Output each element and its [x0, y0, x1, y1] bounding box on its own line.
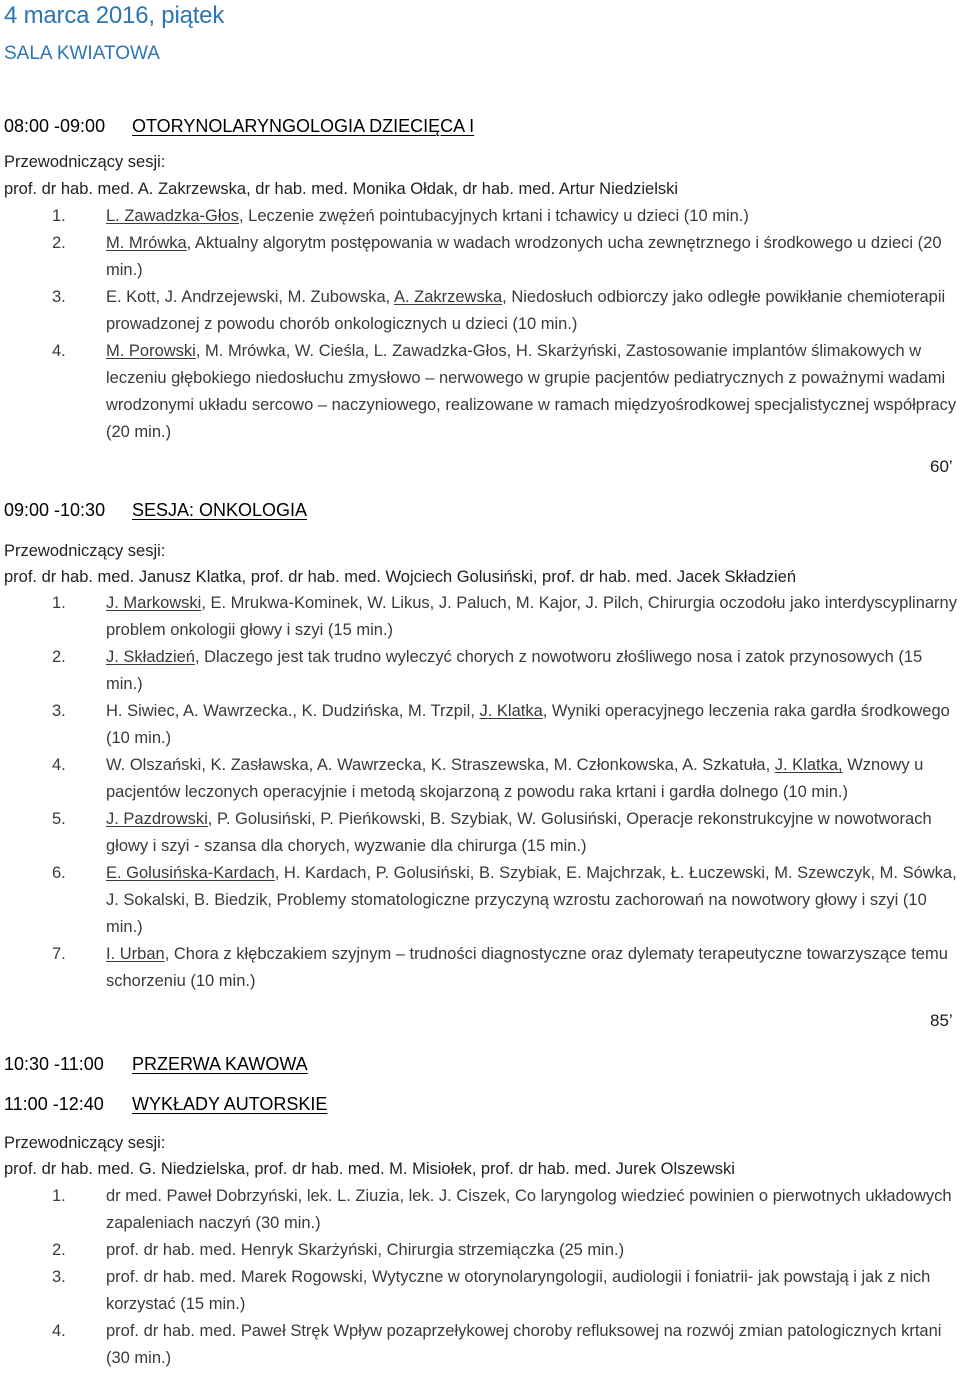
chairs-list: prof. dr hab. med. A. Zakrzewska, dr hab. med. Monika Ołdak, dr hab. med. Artur Niedzielski	[4, 180, 679, 198]
item-text: dr med. Paweł Dobrzyński, lek. L. Ziuzia, lek. J. Ciszek, Co laryngolog wiedzieć powinien o pierwotnych układowych zapaleniach naczyń (30 min.)	[106, 1187, 952, 1232]
agenda-item	[0, 941, 960, 995]
session-heading	[4, 498, 307, 522]
item-text: prof. dr hab. med. Marek Rogowski, Wytyczne w otorynolaryngologii, audiologii i foniatrii- jak powstają i jak z nich korzystać (15 min.)	[106, 1268, 931, 1313]
item-authors: E. Kott, J. Andrzejewski, M. Zubowska,	[106, 288, 394, 306]
agenda-item	[0, 203, 960, 230]
item-number: 1.	[52, 594, 66, 612]
agenda-item	[0, 338, 960, 446]
presenting-author: J. Klatka	[479, 702, 543, 720]
agenda-list	[0, 203, 960, 446]
item-text: , M. Mrówka, W. Cieśla, L. Zawadzka-Głos, H. Skarżyński, Zastosowanie implantów ślimakowych w leczeniu głębokiego niedosłuchu zmysłowo – nerwowego w grupie pacjentów pediatrycznych z poważnymi wadami wrodzonymi układu sercowo – naczyniowego, realizowane w ramach międzyośrodkowej specjalistycznej współpracy (20 min.)	[106, 342, 957, 441]
agenda-item	[0, 230, 960, 284]
item-number: 2.	[52, 648, 66, 666]
session-duration: 85’	[930, 1011, 953, 1030]
item-number: 4.	[52, 342, 66, 360]
presenting-author: A. Zakrzewska	[393, 288, 503, 306]
session-heading	[4, 1052, 308, 1076]
session-title: WYKŁADY AUTORSKIE	[132, 1094, 328, 1114]
presenting-author: I. Urban	[106, 945, 165, 963]
agenda-item	[0, 860, 960, 941]
agenda-item	[0, 1183, 960, 1237]
page-date: 4 marca 2016, piątek	[4, 2, 225, 29]
chairs-list: prof. dr hab. med. Janusz Klatka, prof. dr hab. med. Wojciech Golusiński, prof. dr hab. med. Jacek Składzień	[4, 568, 797, 586]
item-text: , Chora z kłębczakiem szyjnym – trudności diagnostyczne oraz dylematy terapeutyczne towarzyszące temu schorzeniu (10 min.)	[106, 945, 948, 990]
item-text: , E. Mrukwa-Kominek, W. Likus, J. Paluch, M. Kajor, J. Pilch, Chirurgia oczodołu jako interdyscyplinarny problem onkologii głowy i szyi (15 min.)	[106, 594, 957, 639]
agenda-item	[0, 590, 960, 644]
agenda-item	[0, 806, 960, 860]
item-text: prof. dr hab. med. Paweł Stręk Wpływ pozaprzełykowej choroby refluksowej na rozwój zmian patologicznych krtani (30 min.)	[106, 1322, 942, 1367]
item-number: 2.	[52, 1241, 66, 1259]
agenda-list	[0, 590, 960, 995]
item-number: 1.	[52, 1187, 66, 1205]
session-time: 08:00 -09:00	[4, 116, 106, 136]
item-text: , Aktualny algorytm postępowania w wadach wrodzonych ucha zewnętrznego i środkowego u dzieci (20 min.)	[106, 234, 942, 279]
item-authors: H. Siwiec, A. Wawrzecka., K. Dudzińska, M. Trzpil,	[106, 702, 480, 720]
session-heading	[4, 114, 474, 138]
item-number: 5.	[52, 810, 66, 828]
presenting-author: E. Golusińska-Kardach	[106, 864, 275, 882]
item-text: , Dlaczego jest tak trudno wyleczyć chorych z nowotworu złośliwego nosa i zatok przynosowych (15 min.)	[106, 648, 923, 693]
item-text: prof. dr hab. med. Henryk Skarżyński, Chirurgia strzemiączka (25 min.)	[106, 1241, 625, 1259]
item-number: 4.	[52, 1322, 66, 1340]
chair-label: Przewodniczący sesji:	[4, 542, 166, 560]
item-number: 3.	[52, 1268, 66, 1286]
item-number: 4.	[52, 756, 66, 774]
item-text: , P. Golusiński, P. Pieńkowski, B. Szybiak, W. Golusiński, Operacje rekonstrukcyjne w nowotworach głowy i szyi - szansa dla chorych, wyzwanie dla chirurga (15 min.)	[106, 810, 932, 855]
agenda-item	[0, 644, 960, 698]
item-text: Wznowy u pacjentów leczonych operacyjnie i metodą skojarzoną z powodu raka krtani i gardła dolnego (10 min.)	[106, 756, 924, 801]
agenda-item	[0, 698, 960, 752]
agenda-item	[0, 284, 960, 338]
agenda-item	[0, 1237, 960, 1264]
item-text: , Leczenie zwężeń pointubacyjnych krtani i tchawicy u dzieci (10 min.)	[238, 207, 749, 225]
item-text: , Niedosłuch odbiorczy jako odległe powikłanie chemioterapii prowadzonej z powodu chorób onkologicznych u dzieci (10 min.)	[106, 288, 946, 333]
chairs-list: prof. dr hab. med. G. Niedzielska, prof. dr hab. med. M. Misiołek, prof. dr hab. med. Jurek Olszewski	[4, 1160, 735, 1178]
item-authors: W. Olszański, K. Zasławska, A. Wawrzecka, K. Straszewska, M. Członkowska, A. Szkatuła,	[106, 756, 775, 774]
presenting-author: J. Klatka,	[774, 756, 843, 774]
item-text: , Wyniki operacyjnego leczenia raka gardła środkowego (10 min.)	[106, 702, 950, 747]
item-number: 7.	[52, 945, 66, 963]
presenting-author: M. Mrówka	[106, 234, 187, 252]
session-heading	[4, 1092, 327, 1116]
item-text: , H. Kardach, P. Golusiński, B. Szybiak, E. Majchrzak, Ł. Łuczewski, M. Szewczyk, M. Sówka, J. Sokalski, B. Biedzik, Problemy stomatologiczne przyczyną wzrostu zachorowań na nowotwory głowy i szyi (10 min.)	[106, 864, 957, 936]
session-time: 09:00 -10:30	[4, 500, 106, 520]
room-name: SALA KWIATOWA	[4, 43, 160, 64]
agenda-item	[0, 752, 960, 806]
chair-label: Przewodniczący sesji:	[4, 1134, 166, 1152]
item-number: 1.	[52, 207, 66, 225]
agenda-item	[0, 1318, 960, 1372]
session-title: SESJA: ONKOLOGIA	[132, 500, 308, 520]
item-number: 2.	[52, 234, 66, 252]
session-time: 10:30 -11:00	[4, 1054, 104, 1074]
session-duration: 60’	[930, 457, 953, 476]
item-number: 3.	[52, 702, 66, 720]
presenting-author: J. Składzień	[106, 648, 195, 666]
item-number: 3.	[52, 288, 66, 306]
chair-label: Przewodniczący sesji:	[4, 153, 166, 171]
session-title: OTORYNOLARYNGOLOGIA DZIECIĘCA I	[132, 116, 475, 136]
session-time: 11:00 -12:40	[4, 1094, 104, 1114]
agenda-item	[0, 1264, 960, 1318]
session-title: PRZERWA KAWOWA	[132, 1054, 308, 1074]
presenting-author: M. Porowski	[106, 342, 196, 360]
item-number: 6.	[52, 864, 66, 882]
presenting-author: J. Pazdrowski	[106, 810, 208, 828]
agenda-list	[0, 1183, 960, 1372]
presenting-author: J. Markowski	[106, 594, 202, 612]
presenting-author: L. Zawadzka-Głos	[106, 207, 239, 225]
